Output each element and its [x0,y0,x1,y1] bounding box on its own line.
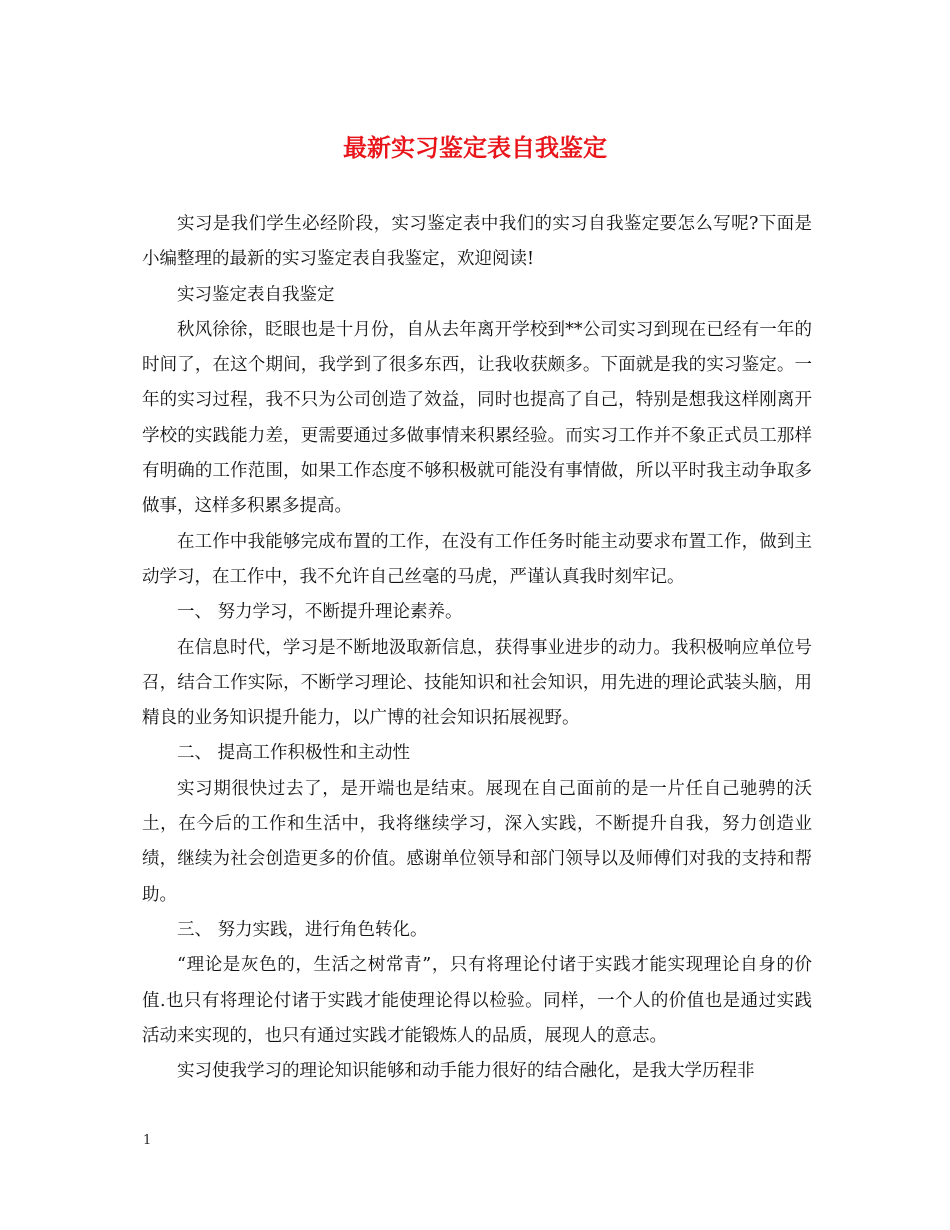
document-body [142,207,812,1089]
paragraph-body: 在工作中我能够完成布置的工作，在没有工作任务时能主动要求布置工作，做到主动学习，在工作中，我不允许自己丝毫的马虎，严谨认真我时刻牢记。 [142,531,812,587]
section-heading-3: 三、 努力实践，进行角色转化。 [177,919,428,940]
paragraph-body: 秋风徐徐，眨眼也是十月份，自从去年离开学校到**公司实习到现在已经有一年的时间了，在这个期间，我学到了很多东西，让我收获颇多。下面就是我的实习鉴定。一年的实习过程，我不只为公司创造了效益，同时也提高了自己，特别是想我这样刚离开学校的实践能力差，更需要通过多做事情来积累经验。而实习工作并不象正式员工那样有明确的工作范围，如果工作态度不够积极就可能没有事情做，所以平时我主动争取多做事，这样多积累多提高。 [142,319,812,517]
paragraph-body: “理论是灰色的，生活之树常青”，只有将理论付诸于实践才能实现理论自身的价值.也只有将理论付诸于实践才能使理论得以检验。同样，一个人的价值也是通过实践活动来实现的，也只有通过实践才能锻炼人的品质，展现人的意志。 [142,955,812,1046]
section-heading-2: 二、 提高工作积极性和主动性 [177,743,411,764]
paragraph-body: 在信息时代，学习是不断地汲取新信息，获得事业进步的动力。我积极响应单位号召，结合工作实际，不断学习理论、技能知识和社会知识，用先进的理论武装头脑，用精良的业务知识提升能力，以广博的社会知识拓展视野。 [142,637,812,729]
page-title: 最新实习鉴定表自我鉴定 [343,133,607,162]
paragraph-body: 实习期很快过去了，是开端也是结束。展现在自己面前的是一片任自己驰骋的沃土，在今后的工作和生活中，我将继续学习，深入实践，不断提升自我，努力创造业绩，继续为社会创造更多的价值。感谢单位领导和部门领导以及师傅们对我的支持和帮助。 [142,778,812,905]
paragraph-intro: 实习是我们学生必经阶段，实习鉴定表中我们的实习自我鉴定要怎么写呢?下面是小编整理的最新的实习鉴定表自我鉴定，欢迎阅读! [142,214,812,270]
page-number: 1 [143,1133,152,1148]
paragraph-body: 实习使我学习的理论知识能够和动手能力很好的结合融化，是我大学历程非 [177,1061,755,1082]
section-heading-1: 一、 努力学习，不断提升理论素养。 [177,602,463,623]
section-heading: 实习鉴定表自我鉴定 [177,284,335,305]
